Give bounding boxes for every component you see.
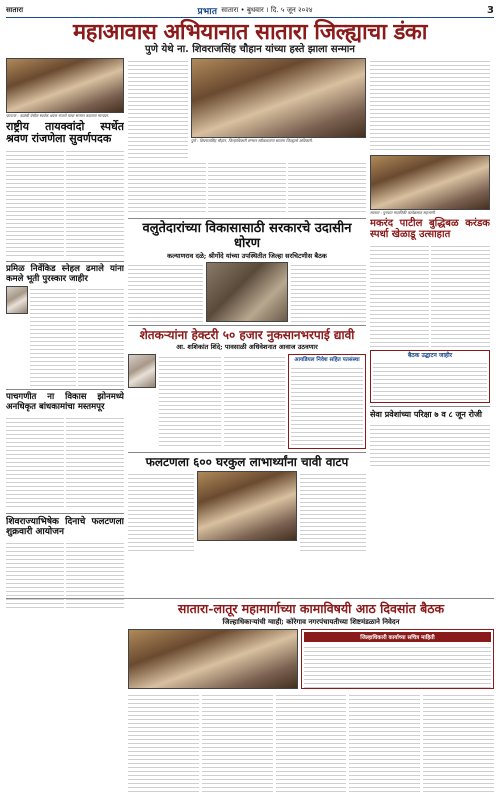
left-story1-body <box>6 148 124 258</box>
body-text <box>370 243 429 348</box>
left-portrait <box>6 286 28 314</box>
body-text <box>304 644 491 688</box>
page-number: 3 <box>487 5 494 16</box>
body-text <box>202 692 273 792</box>
center-story-headline: वलुतेदारांच्या विकासासाठी सरकारचे उदासीन धोरण <box>142 221 352 251</box>
banner-subline: पुणे येथे ना. शिवराजसिंह चौहान यांच्या हस्ते झाला सन्मान <box>145 44 355 55</box>
bottom-photo <box>128 629 298 689</box>
divider <box>370 406 490 407</box>
left-story4-headline: शिवराज्याभिषेक दिनाचे फलटणला शुक्रवारी आयोजन <box>6 516 124 538</box>
masthead-brand: प्रभात <box>197 7 218 17</box>
center-story2-sub: आ. शशिकांत शिंदे; पावसाळी अधिवेशनात आवाज उठवणार <box>176 343 318 352</box>
right-caption-1: सातारा : पुण्यात मालविकी कार्यक्रमात सहभागी. <box>370 210 436 215</box>
body-text <box>370 422 490 467</box>
body-text <box>370 58 490 153</box>
right-small-box-head: बैठक उद्घाटन जाहीर <box>407 351 453 359</box>
center-top-photo <box>191 58 366 138</box>
left-story3-headline: पाचगणीत ना विकास झोनमध्ये अनधिकृत बांधकामांचा मस्तमपूर <box>6 392 124 413</box>
body-text <box>300 471 366 551</box>
center-column <box>128 58 366 610</box>
right-story-headline: मकरंद पाटील बुद्धिबळ करंडक स्पर्धा खेळाडू उत्साहात <box>370 217 490 241</box>
divider <box>6 513 124 514</box>
body-text <box>431 243 490 348</box>
bottom-body <box>128 629 494 689</box>
body-text <box>6 415 64 510</box>
left-photo-1 <box>6 58 124 113</box>
body-text <box>6 148 64 258</box>
body-text <box>78 286 124 386</box>
body-text <box>159 354 221 449</box>
bottom-band <box>6 595 494 792</box>
left-story2-body <box>6 286 124 386</box>
right-photo-1 <box>370 155 490 210</box>
right-column <box>370 58 490 610</box>
body-text <box>224 354 286 449</box>
center-top-caption: पुणे : शिवराजसिंह चौहान, जिल्हाधिकारी सन्मान स्वीकारताना सातारा जिल्ह्याचे अधिकारी. <box>191 138 313 143</box>
body-text <box>128 262 203 322</box>
masthead-brand-line <box>197 4 312 17</box>
center-top <box>128 58 366 158</box>
left-story1-headline: राष्ट्रीय तायक्वांदो स्पर्धेत श्रवण रांजणेला सुवर्णपदक <box>6 119 124 146</box>
body-text <box>30 286 76 386</box>
masthead <box>6 4 494 18</box>
body-text <box>128 58 188 158</box>
body-text <box>128 160 206 215</box>
right-story2-headline: सेवा प्रवेशांच्या परिक्षा ७ व ८ जून रोजी <box>370 409 483 420</box>
body-text <box>291 365 363 445</box>
center-story3-photo <box>197 471 297 541</box>
center-story2-headline: शेतकऱ्यांना हेक्टरी ५० हजार नुकसानभरपाई द्यावी <box>139 328 355 343</box>
divider <box>128 218 366 219</box>
right-story-body <box>370 243 490 348</box>
divider <box>6 261 124 262</box>
bottom-story <box>128 602 494 792</box>
center-story3-headline: फलटणला ६०० घरकुल लाभार्थ्यांना चावी वाटप <box>145 454 349 469</box>
body-text <box>423 692 494 792</box>
body-text <box>373 360 487 400</box>
body-text <box>128 471 194 551</box>
body-text <box>208 160 286 215</box>
center-story-body <box>128 262 366 322</box>
bottom-headline: सातारा-लातूर महामार्गाच्या कामाविषयी आठ दिवसांत बैठक <box>177 601 445 616</box>
center-story2-body <box>128 354 366 449</box>
center-story3-body <box>128 471 366 551</box>
body-text <box>288 160 366 215</box>
banner-headline: महाआवास अभियानात सातारा जिल्ह्याचा डंका <box>73 19 427 45</box>
body-text <box>291 262 366 322</box>
divider <box>6 389 124 390</box>
left-story3-body <box>6 415 124 510</box>
bottom-box <box>301 629 494 689</box>
masthead-date: सातारा • बुधवार । दि. ५ जून २०२४ <box>221 6 313 14</box>
body-text <box>128 692 199 792</box>
divider <box>6 598 494 599</box>
center-story-photo <box>206 262 288 322</box>
right-small-box <box>370 350 490 404</box>
body-text <box>276 692 347 792</box>
bottom-row <box>6 602 494 792</box>
banner <box>6 21 494 55</box>
left-story2-headline: प्रमिळ निर्वेकिड स्नेहल ढमाले यांना कमले भूती पुरस्कार जाहीर <box>6 263 124 284</box>
body-text <box>66 415 124 510</box>
center-story-sub: कल्याणराव दळे; श्रीगोंदे यांच्या उपस्थितीत जिल्हा सरचिटणीस बैठक <box>167 251 327 260</box>
left-caption-1: फलटण : कळंबी येथील स्पर्धक श्रवण रांजणे यांचा सन्मान करताना मान्यवर. <box>6 113 110 118</box>
masthead-section: सातारा <box>6 6 24 14</box>
center-box-headline: आयडियल निवेश सहित पतसंस्था <box>294 356 360 363</box>
center-box <box>288 354 366 449</box>
divider <box>128 452 366 453</box>
center-top-photo-wrap <box>191 58 366 158</box>
bottom-box-head: जिल्हाधिकारी कार्याच्या सचित्र माहिती <box>304 632 491 642</box>
divider <box>128 325 366 326</box>
bottom-subline: जिल्हाधिकाऱ्यांची ग्वाही; कोरेगाव नगरपंचायतीच्या शिष्टमंडळाने निवेदन <box>222 617 400 627</box>
bottom-cols <box>128 692 494 792</box>
left-column <box>6 58 124 610</box>
main-columns <box>6 58 494 610</box>
body-text <box>349 692 420 792</box>
center-story2-portrait <box>128 354 156 388</box>
body-text <box>66 148 124 258</box>
bottom-left-spacer <box>6 602 124 792</box>
center-top-body <box>128 160 366 215</box>
